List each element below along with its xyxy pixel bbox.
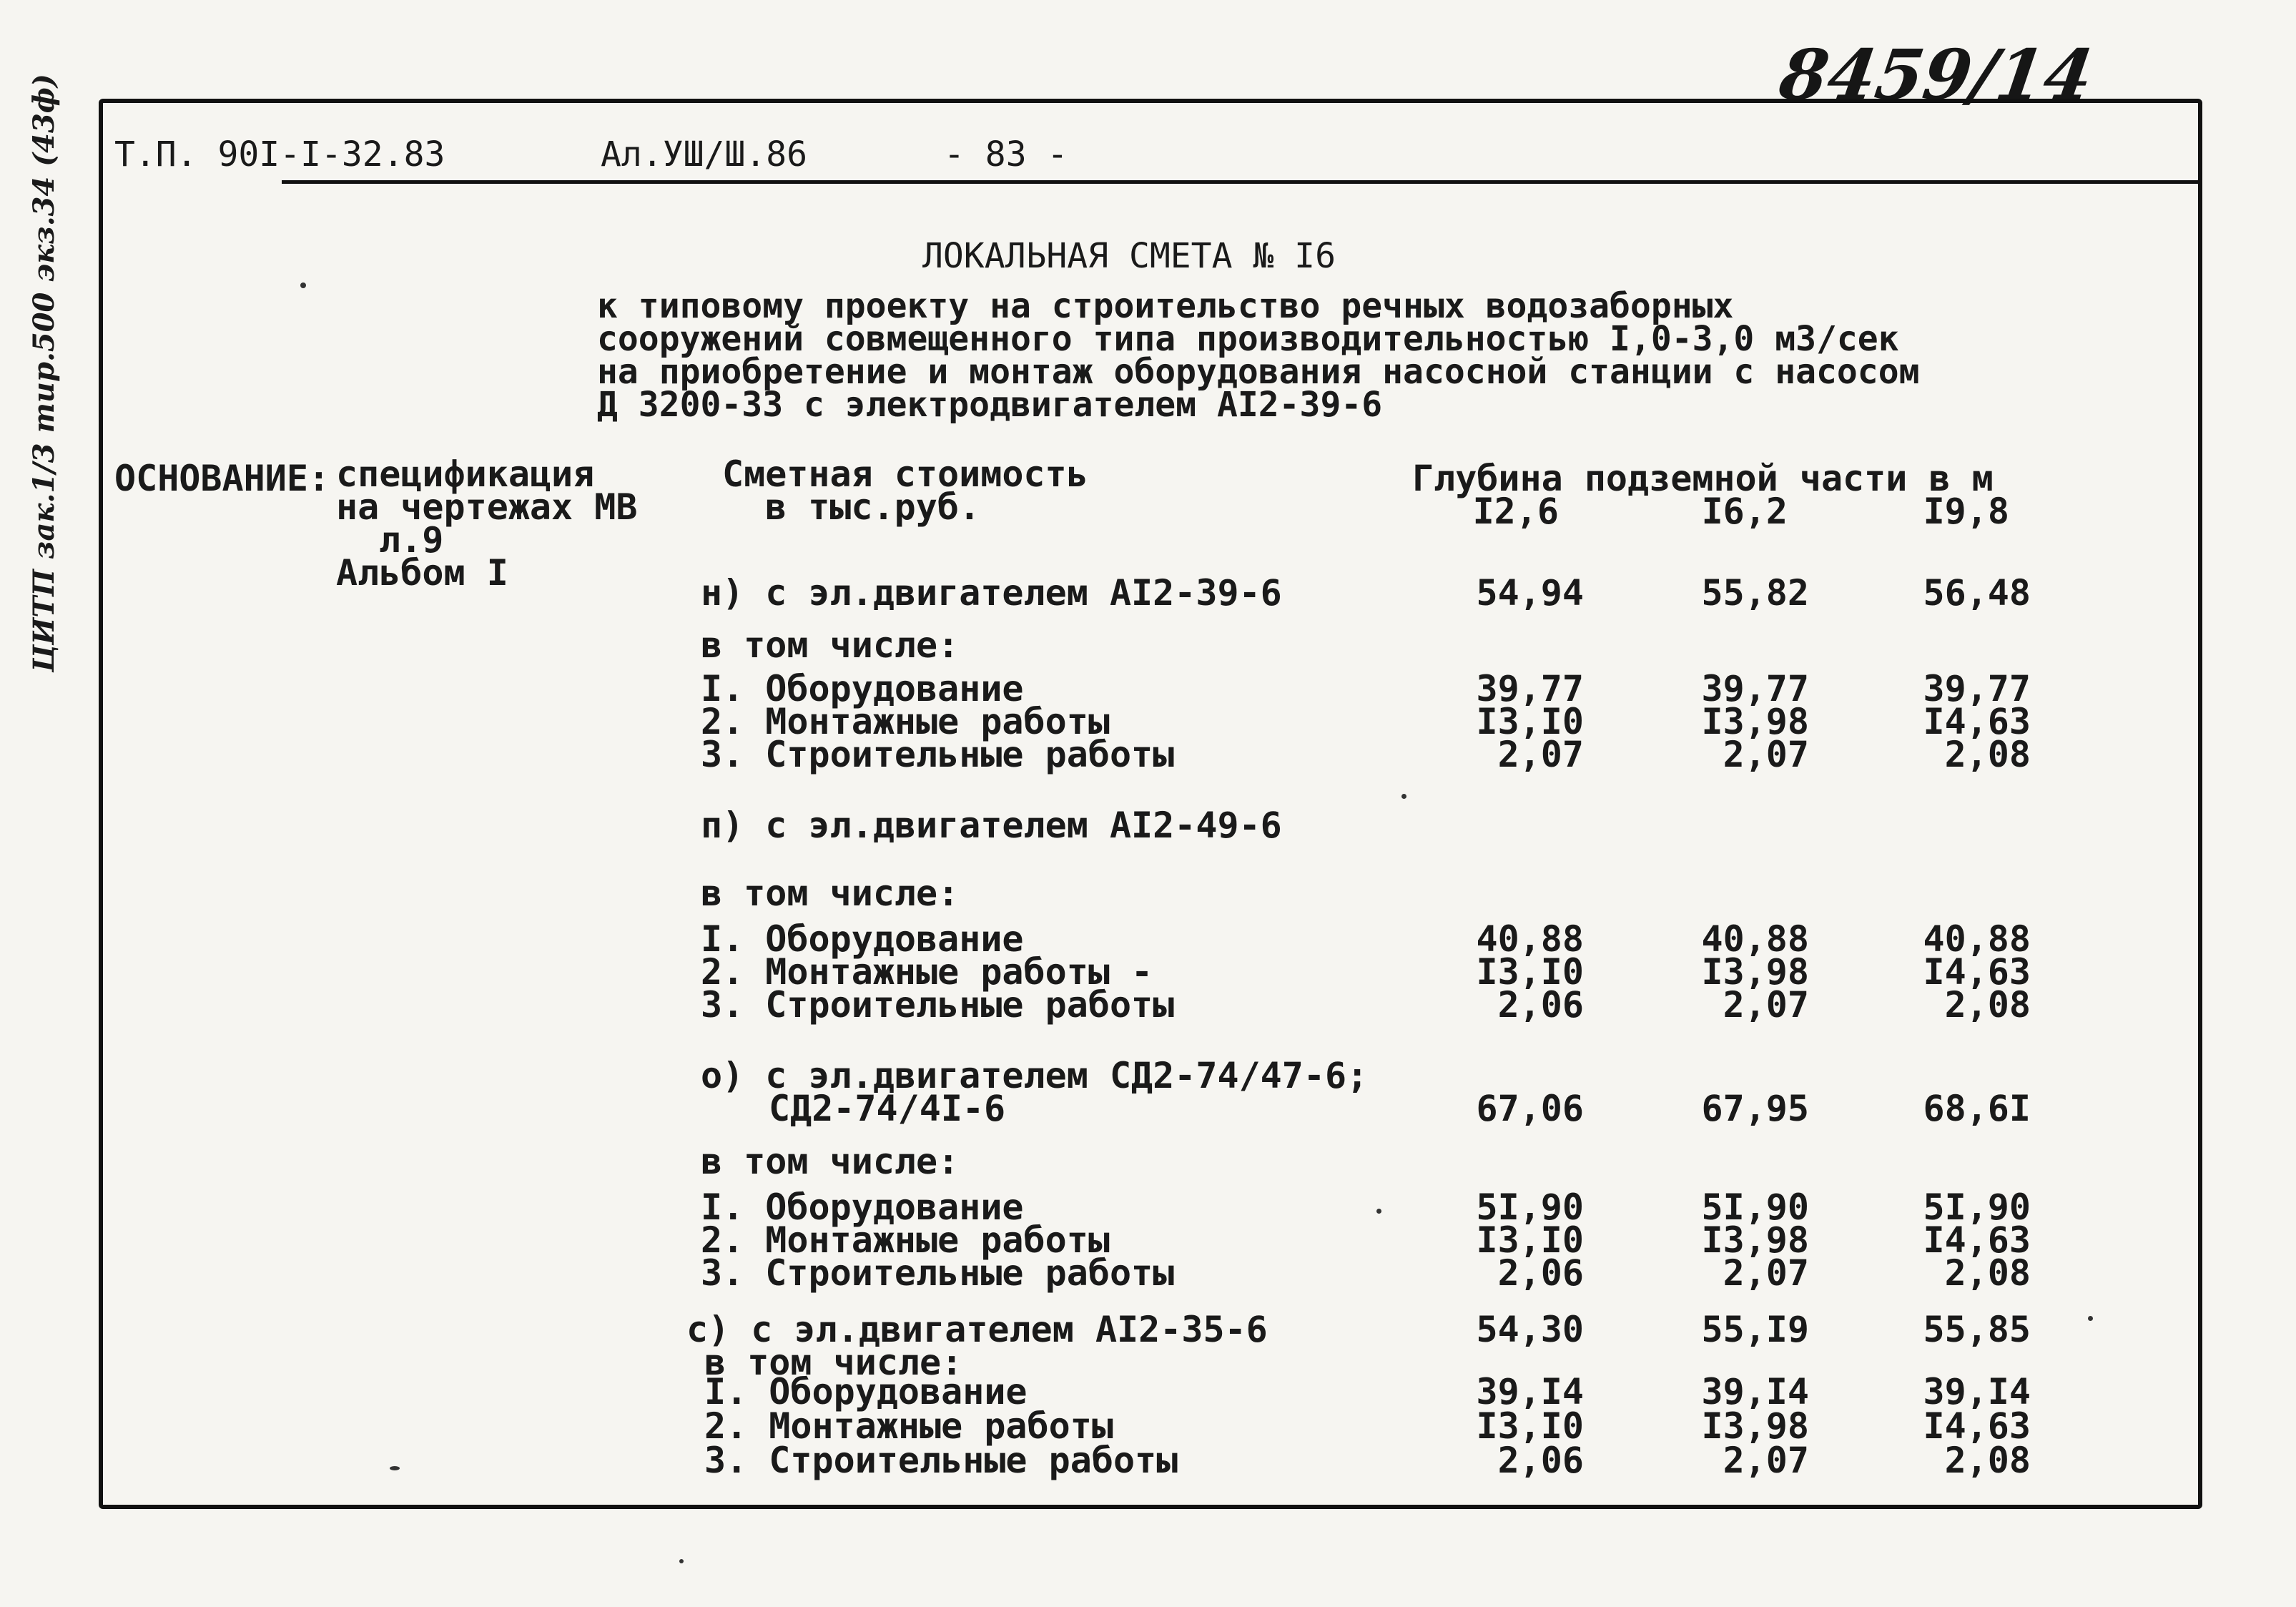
item-value: 2,08 xyxy=(1944,734,2031,775)
item-values-col-3 xyxy=(1859,668,2031,775)
description-line: сооружений совмещенного типа производительностью I,0-3,0 м3/сек xyxy=(597,319,1899,359)
item-labels xyxy=(701,1186,1175,1294)
project-code: Т.П. 90I-I-32.83 xyxy=(114,134,445,175)
item-label: 2. Монтажные работы xyxy=(701,1219,1110,1261)
including-label: в том числе: xyxy=(701,624,960,666)
basis-label: ОСНОВАНИЕ: xyxy=(114,458,330,499)
item-value: 39,77 xyxy=(1923,668,2031,709)
item-values-col-3 xyxy=(1859,1371,2031,1481)
depth-column-header: Глубина подземной части в м xyxy=(1412,458,1994,499)
basis-text xyxy=(336,453,638,594)
description-line: на приобретение и монтаж оборудования насосной станции с насосом xyxy=(597,352,1920,392)
item-label: 2. Монтажные работы xyxy=(701,701,1110,742)
item-value: 5I,90 xyxy=(1701,1186,1809,1228)
item-value: I3,98 xyxy=(1701,1219,1809,1261)
depth-value: I6,2 xyxy=(1701,491,1788,532)
item-label: 3. Строительные работы xyxy=(704,1440,1178,1481)
depth-value: I9,8 xyxy=(1923,491,2009,532)
item-value: 2,07 xyxy=(1723,1440,1809,1481)
handwritten-document-number: 8459/14 xyxy=(1775,34,2098,115)
description-line: к типовому проекту на строительство речных водозаборных xyxy=(597,286,1734,326)
item-value: 39,77 xyxy=(1476,668,1584,709)
item-value: 39,I4 xyxy=(1476,1371,1584,1412)
item-label: I. Оборудование xyxy=(701,1186,1024,1228)
cost-header-line: в тыс.руб. xyxy=(765,486,981,528)
item-value: 2,08 xyxy=(1944,1252,2031,1294)
item-value: 39,I4 xyxy=(1923,1371,2031,1412)
section-total: 54,94 xyxy=(1476,572,1584,614)
item-label: 3. Строительные работы xyxy=(701,734,1175,775)
section-title-continued: СД2-74/4I-6 xyxy=(769,1088,1006,1129)
item-value: 5I,90 xyxy=(1476,1186,1584,1228)
item-labels xyxy=(701,668,1175,775)
item-values-col-2 xyxy=(1637,1371,1809,1481)
section-total: 55,85 xyxy=(1923,1309,2031,1350)
estimate-title: ЛОКАЛЬНАЯ СМЕТА № I6 xyxy=(922,236,1336,276)
section-total: 67,95 xyxy=(1701,1088,1809,1129)
estimate-description xyxy=(597,286,1920,425)
item-value: 2,06 xyxy=(1497,1440,1584,1481)
section-total: 56,48 xyxy=(1923,572,2031,614)
item-value: 2,06 xyxy=(1497,984,1584,1026)
item-value: 39,I4 xyxy=(1701,1371,1809,1412)
item-value: I3,I0 xyxy=(1476,1405,1584,1447)
including-label: в том числе: xyxy=(704,1342,963,1383)
item-value: I3,I0 xyxy=(1476,701,1584,742)
item-values-col-1 xyxy=(1412,1371,1584,1481)
basis-line: спецификация xyxy=(336,453,595,495)
section-title: с) с эл.двигателем АI2-35-6 xyxy=(686,1309,1268,1350)
basis-line: на чертежах МВ xyxy=(336,486,638,528)
scan-speck xyxy=(1376,1209,1381,1214)
item-value: 40,88 xyxy=(1476,918,1584,960)
item-value: I3,98 xyxy=(1701,1405,1809,1447)
scan-speck xyxy=(390,1466,400,1470)
item-value: 40,88 xyxy=(1923,918,2031,960)
section-total: 54,30 xyxy=(1476,1309,1584,1350)
item-label: I. Оборудование xyxy=(701,918,1024,960)
item-value: I4,63 xyxy=(1923,1219,2031,1261)
cost-header-line: Сметная стоимость xyxy=(722,453,1088,495)
item-value: I4,63 xyxy=(1923,951,2031,993)
item-label: 3. Строительные работы xyxy=(701,984,1175,1026)
item-value: 40,88 xyxy=(1701,918,1809,960)
item-values-col-3 xyxy=(1859,918,2031,1026)
item-values-col-2 xyxy=(1637,918,1809,1026)
section-title: н) с эл.двигателем АI2-39-6 xyxy=(701,572,1282,614)
item-value: I4,63 xyxy=(1923,701,2031,742)
cost-column-header xyxy=(722,453,1088,528)
item-value: 2,07 xyxy=(1497,734,1584,775)
including-label: в том числе: xyxy=(701,1141,960,1182)
item-value: I3,I0 xyxy=(1476,951,1584,993)
item-values-col-2 xyxy=(1637,668,1809,775)
section-total: 68,6I xyxy=(1923,1088,2031,1129)
item-label: I. Оборудование xyxy=(701,668,1024,709)
section-total: 55,I9 xyxy=(1701,1309,1809,1350)
item-values-col-2 xyxy=(1637,1186,1809,1294)
scan-speck xyxy=(679,1559,684,1563)
page-number: - 83 - xyxy=(944,134,1068,175)
section-title: п) с эл.двигателем АI2-49-6 xyxy=(701,805,1282,846)
print-stamp: ЦИТП зак.1/3 тир.500 экз.34 (43ф) xyxy=(27,74,61,672)
basis-line: Альбом I xyxy=(336,552,508,594)
item-value: 39,77 xyxy=(1701,668,1809,709)
scan-speck xyxy=(300,282,306,288)
section-total: 67,06 xyxy=(1476,1088,1584,1129)
item-value: 2,06 xyxy=(1497,1252,1584,1294)
item-value: I3,98 xyxy=(1701,951,1809,993)
item-value: I4,63 xyxy=(1923,1405,2031,1447)
item-values-col-1 xyxy=(1412,1186,1584,1294)
item-value: 2,07 xyxy=(1723,734,1809,775)
album-code: Ал.УШ/Ш.86 xyxy=(601,134,807,175)
item-label: 2. Монтажные работы - xyxy=(701,951,1153,993)
item-labels xyxy=(704,1371,1178,1481)
item-values-col-1 xyxy=(1412,918,1584,1026)
item-values-col-3 xyxy=(1859,1186,2031,1294)
depth-value: I2,6 xyxy=(1472,491,1559,532)
scan-speck xyxy=(1401,794,1406,799)
description-line: Д 3200-33 с электродвигателем АI2-39-6 xyxy=(597,385,1383,425)
item-label: 3. Строительные работы xyxy=(701,1252,1175,1294)
scan-speck xyxy=(2088,1316,2093,1321)
item-value: I3,I0 xyxy=(1476,1219,1584,1261)
item-value: 2,07 xyxy=(1723,984,1809,1026)
section-total: 55,82 xyxy=(1701,572,1809,614)
including-label: в том числе: xyxy=(701,873,960,914)
item-value: 2,07 xyxy=(1723,1252,1809,1294)
item-label: 2. Монтажные работы xyxy=(704,1405,1113,1447)
item-labels xyxy=(701,918,1175,1026)
item-label: I. Оборудование xyxy=(704,1371,1028,1412)
section-title: о) с эл.двигателем СД2-74/47-6; xyxy=(701,1055,1369,1096)
basis-line: л.9 xyxy=(379,519,444,561)
header-rule xyxy=(282,180,2198,184)
item-value: 5I,90 xyxy=(1923,1186,2031,1228)
item-value: 2,08 xyxy=(1944,1440,2031,1481)
item-value: I3,98 xyxy=(1701,701,1809,742)
item-values-col-1 xyxy=(1412,668,1584,775)
item-value: 2,08 xyxy=(1944,984,2031,1026)
